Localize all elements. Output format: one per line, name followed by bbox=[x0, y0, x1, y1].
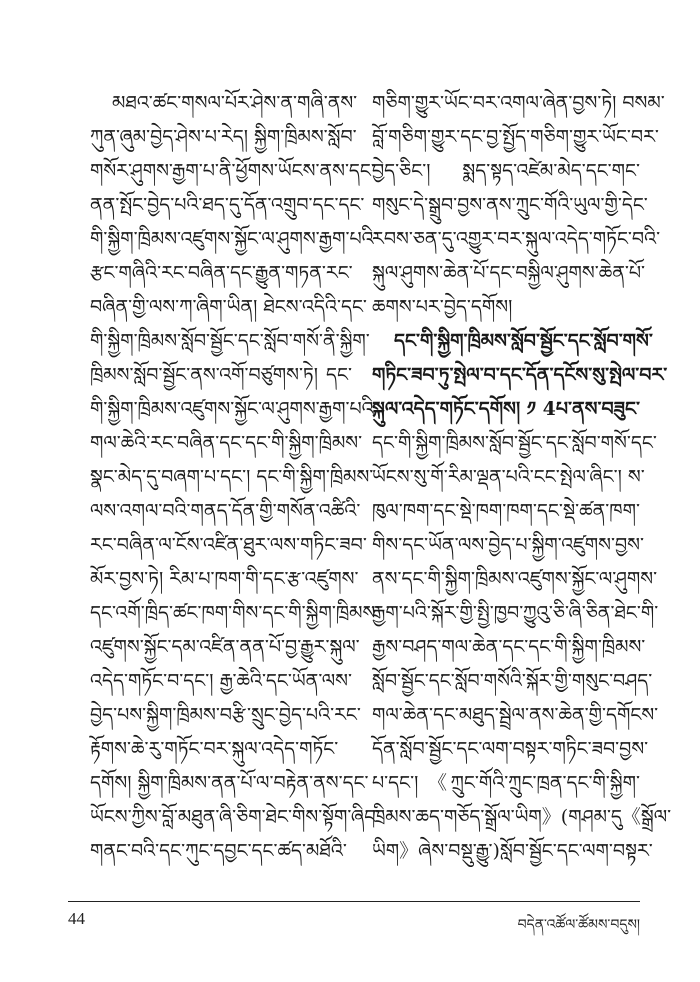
text-line: ཁྲིམས་ཆད་གཅོད་སྒྲོལ་ཡིག》(གཤམ་དུ《སྒྲོལ་ bbox=[372, 806, 672, 828]
text-line: བཞིན་གྱི་ལས་ཀ་ཞིག་ཡིན། ཐེངས་འདིའི་དང་ bbox=[90, 296, 367, 318]
text-line: གསོར་ཤུགས་རྒྱག་པ་ནི་ཕྱོགས་ཡོངས་ནས་དང་ bbox=[90, 160, 375, 182]
text-line: དང་གི་སྐྱིག་ཁྲིམས་སློབ་སྦྱོང་དང་སློབ་གསོ་དང་ bbox=[372, 432, 657, 454]
text-line: རྒྱས་བཤད་གལ་ཆེན་དང་དང་གི་སྐྱིག་ཁྲིམས་ bbox=[372, 636, 646, 658]
left-text-column bbox=[90, 86, 380, 868]
text-line: སྐུལ་ཤུགས་ཆེན་པོ་དང་བསྐྱིལ་ཤུགས་ཆེན་པོ་ bbox=[372, 262, 646, 284]
text-line: རྩང་གཞིའི་རང་བཞིན་དང་རྒྱུན་གཏན་རང་ bbox=[90, 262, 353, 284]
text-line: སློབ་སྦྱོང་དང་སློབ་གསོའི་སྐོར་གྱི་གསུང་བཤད་ bbox=[372, 670, 653, 692]
text-line: གི་སྐྱིག་ཁྲིམས་སློབ་སྦྱོང་དང་སློབ་གསོ་ནི་སྐྱིག་ bbox=[90, 330, 370, 352]
text-line: གཏིང་ཟབ་ཏུ་སྤེལ་བ་དང་དོན་དངོས་སུ་སྤེལ་བར་ bbox=[372, 364, 668, 386]
text-line: མཐའ་ཚང་གསལ་པོར་ཤེས་ན་གཞི་ནས་ bbox=[112, 92, 358, 114]
text-line: གལ་ཆེའི་རང་བཞིན་དང་དང་གི་སྐྱིག་ཁྲིམས་ bbox=[90, 432, 363, 454]
text-line: མོར་བྱས་ཏེ། རིམ་པ་ཁག་གི་དང་རྩ་འཛུགས་ bbox=[90, 568, 359, 590]
text-line: ནན་སྤོང་བྱེད་པའི་ཐད་དུ་དོན་འགྲུབ་དང་དང་ bbox=[90, 194, 365, 216]
text-line: པ་དང་། 《ཀྲུང་གོའི་ཀྲུང་ཁྲན་དང་གི་སྐྱིག་ bbox=[372, 772, 640, 794]
running-title: བདེན་འཚོལ་ཚོམས་བདུས། bbox=[517, 917, 640, 933]
text-line: གསུང་དེ་སྒྲུབ་བྱས་ནས་ཀྲུང་གོའི་ཡུལ་གྱི་དེང་ bbox=[372, 194, 648, 216]
text-line: ནས་དང་གི་སྐྱིག་ཁྲིམས་འཛུགས་སྐྱོང་ལ་ཤུགས་ bbox=[372, 568, 658, 590]
text-line: དོན་སློབ་སྦྱོང་དང་ལག་བསྟར་གཏིང་ཟབ་བྱས་ bbox=[372, 738, 649, 760]
text-line: གི་སྐྱིག་ཁྲིམས་འཛུགས་སྐྱོང་ལ་ཤུགས་རྒྱག་པའི་ bbox=[90, 398, 378, 420]
text-line: གཅིག་གྱུར་ཡོང་བར་འགལ་ཞེན་བྱས་ཏེ། བསམ་ bbox=[372, 92, 665, 114]
text-line: ཡོངས་སུ་གོ་རིམ་ལྡན་པའི་ངང་སྤེལ་ཞིང་། ས་ bbox=[372, 466, 645, 488]
text-line: བྱེད་ཅིང་། སྨད་སྟད་འཛེམ་མེད་དང་གང་ bbox=[372, 160, 640, 182]
right-text-column bbox=[372, 86, 672, 868]
text-line: ལས་འགལ་བའི་གནད་དོན་གྱི་གསོན་འཚིའི་ bbox=[90, 500, 361, 522]
text-line: ཆགས་པར་བྱེད་དགོས། bbox=[372, 296, 513, 318]
text-line: རབས་ཅན་དུ་འགྱུར་བར་སྐུལ་འདེད་གཏོང་བའི་ bbox=[372, 228, 661, 250]
text-line: འདེད་གཏོང་བ་དང་། རྒྱ་ཆེའི་དང་ཡོན་ལས་ bbox=[90, 670, 352, 692]
text-line: ཁུལ་ཁག་དང་སྡེ་ཁག་ཁག་དང་སྡེ་ཚན་ཁག་ bbox=[372, 500, 640, 522]
text-line: དང་འགོ་ཁྲིད་ཚང་ཁག་གིས་དང་གི་སྐྱིག་ཁྲིམས་ bbox=[90, 602, 380, 624]
text-line: གི་སྐྱིག་ཁྲིམས་འཛུགས་སྐྱོང་ལ་ཤུགས་རྒྱག་པའི་ bbox=[90, 228, 378, 250]
text-line: དང་གི་སྐྱིག་ཁྲིམས་སློབ་སྦྱོང་དང་སློབ་གསོ་ bbox=[394, 330, 653, 352]
text-line: དགོས། སྐྱིག་ཁྲིམས་ནན་པོ་ལ་བརྟེན་ནས་དང་ bbox=[90, 772, 369, 794]
text-line: གིས་དང་ཡོན་ལས་བྱེད་པ་སྐྱིག་འཛུགས་བྱས་ bbox=[372, 534, 644, 556]
text-line: སྐུལ་འདེད་གཏོང་དགོས། ༡ 4པ་ནས་བཟུང་ bbox=[372, 398, 640, 420]
text-line: གལ་ཆེན་དང་མཐུད་སྦྲེལ་ནས་ཆེན་གྱི་དགོངས་ bbox=[372, 704, 659, 726]
page-number: 44 bbox=[68, 909, 85, 928]
text-line: ཀུན་ཞུམ་བྱེད་ཤེས་པ་རེད། སྐྱིག་ཁྲིམས་སློབ་ bbox=[90, 126, 357, 148]
text-line: ཡོངས་ཀྱིས་བློ་མཐུན་ཞི་ཅིག་ཐེང་གིས་སྟོག་ཞིང་ bbox=[90, 806, 380, 828]
text-line: རང་བཞིན་ལ་ངོས་འཛིན་ཐུར་ལས་གཏིང་ཟབ་ bbox=[90, 534, 367, 556]
text-line: རྟོགས་ཆེ་རུ་གཏོང་བར་སྐུལ་འདེད་གཏོང་ bbox=[90, 738, 339, 760]
text-line: བྱེད་པས་སྐྱིག་ཁྲིམས་བརྩི་སྲུང་བྱེད་པའི་རང་ bbox=[90, 704, 361, 726]
text-line: འཛུགས་སྐྱོང་དམ་འཛིན་ནན་པོ་བྱ་རྒྱུར་སྐུལ་ bbox=[90, 636, 360, 658]
footer-rule bbox=[68, 901, 640, 902]
text-line: ཡིག》ཞེས་བསྡུ་རྒྱུ་)སློབ་སྦྱོང་དང་ལག་བསྟར་ bbox=[372, 840, 653, 862]
text-line: བློ་གཅིག་གྱུར་དང་བྱ་སྤྱོད་གཅིག་གྱུར་ཡོང་བར་ bbox=[372, 126, 659, 148]
text-line: ཁྲིམས་སློབ་སྦྱོང་ནས་འགོ་བཙུགས་ཏེ། དང་ bbox=[90, 364, 352, 386]
text-line: རྒྱག་པའི་སྐོར་གྱི་སྤྱི་ཁྱབ་ཀྱུའུ་ཅི་ཞི་ཅིན་ཐེང་གི་ bbox=[372, 602, 659, 624]
text-line: གནང་བའི་དང་ཀུང་དབྱང་དང་ཚད་མཐོའི་ bbox=[90, 840, 347, 862]
text-line: སྣང་མེད་དུ་བཞག་པ་དང་། དང་གི་སྐྱིག་ཁྲིམས་ bbox=[90, 466, 374, 488]
